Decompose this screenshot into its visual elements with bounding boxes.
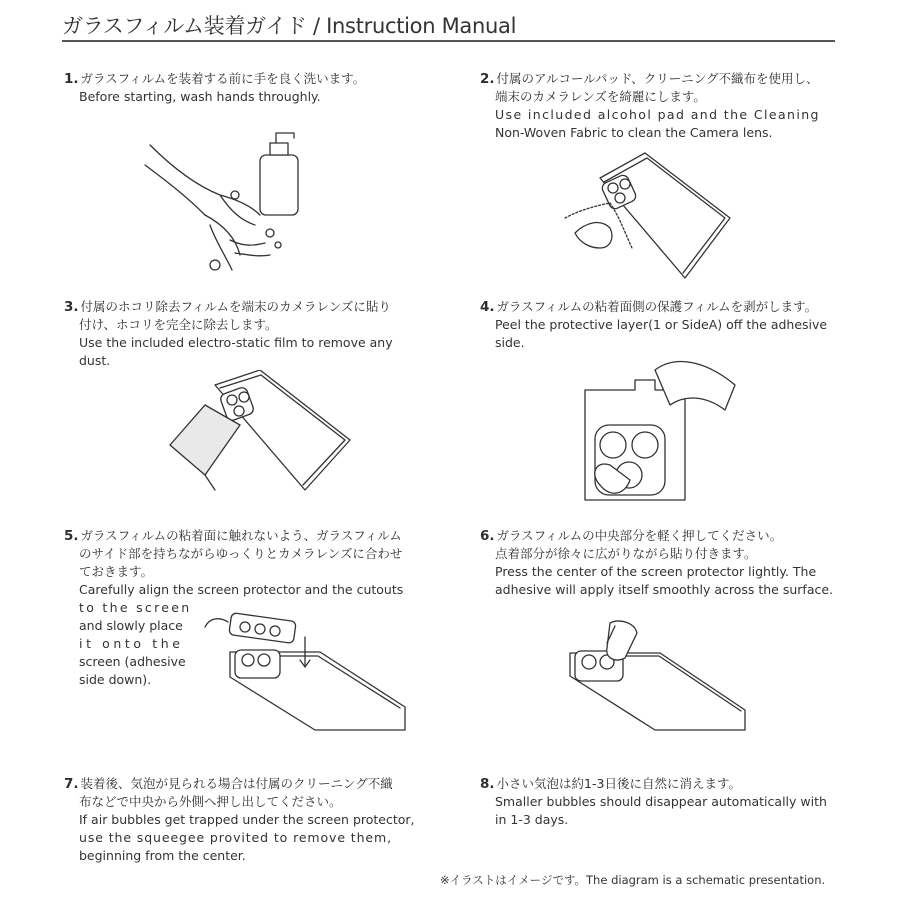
- step-8: [480, 775, 860, 829]
- step-en-text: use the squeegee provited to remove them,: [79, 830, 392, 845]
- step-jp-text: ガラスフィルムの粘着面側の保護フィルムを剥がします。: [496, 299, 818, 314]
- step-jp-text: 付け、ホコリを完全に除去します。: [79, 317, 278, 332]
- step-6: [480, 527, 860, 599]
- step-jp-text: のサイド部を持ちながらゆっくりとカメラレンズに合わせ: [79, 546, 403, 561]
- phone-cleaning-icon: [560, 148, 740, 283]
- step-3: [64, 298, 444, 370]
- step-en-text: in 1-3 days.: [495, 812, 569, 827]
- step-en-text: and slowly place: [79, 618, 183, 633]
- step-en-text: Before starting, wash hands throughly.: [79, 89, 321, 104]
- press-center-icon: [565, 618, 750, 733]
- step-jp-text: ガラスフィルムの粘着面に触れないよう、ガラスフィルム: [80, 528, 402, 543]
- step-number: 1.: [64, 71, 79, 87]
- step-jp-text: 小さい気泡は約1-3日後に自然に消えます。: [496, 776, 741, 791]
- step-jp-text: 装着後、気泡が見られる場合は付属のクリーニング不織: [80, 776, 393, 791]
- page-title: ガラスフィルム装着ガイド / Instruction Manual: [62, 14, 517, 38]
- step-en-text: beginning from the center.: [79, 848, 246, 863]
- step-number: 2.: [480, 71, 495, 87]
- step-jp-text: ガラスフィルムを装着する前に手を良く洗います。: [80, 71, 366, 86]
- step-jp-text: 付属のホコリ除去フィルムを端末のカメラレンズに貼り: [80, 299, 391, 314]
- step-jp-text: ておきます。: [79, 564, 154, 579]
- step-en-text: Non-Woven Fabric to clean the Camera lens.: [495, 125, 773, 140]
- step-en-text: Peel the protective layer(1 or SideA) off the adhesive: [495, 317, 828, 332]
- step-1: [64, 70, 444, 106]
- step-en-text: adhesive will apply itself smoothly across the surface.: [495, 582, 834, 597]
- step-en-text: Carefully align the screen protector and the cutouts: [79, 582, 404, 597]
- step-7: [64, 775, 444, 865]
- step-en-text: screen (adhesive: [79, 654, 186, 669]
- step-number: 7.: [64, 776, 79, 792]
- align-protector-icon: [200, 612, 415, 734]
- step-en-text: Press the center of the screen protector lightly. The: [495, 564, 817, 579]
- step-number: 6.: [480, 528, 495, 544]
- step-jp-text: 布などで中央から外側へ押し出してください。: [79, 794, 342, 809]
- step-jp-text: 端末のカメラレンズを綺麗にします。: [495, 89, 706, 104]
- step-jp-text: 点着部分が徐々に広がりながら貼り付きます。: [495, 546, 757, 561]
- step-en-text: Smaller bubbles should disappear automatically with: [495, 794, 827, 809]
- step-en-text: it onto the: [79, 636, 184, 651]
- step-4: [480, 298, 860, 352]
- dust-removal-icon: [165, 370, 355, 495]
- step-number: 5.: [64, 528, 79, 544]
- step-jp-text: 付属のアルコールパッド、クリーニング不織布を使用し、: [496, 71, 819, 86]
- footer-note: ※イラストはイメージです。The diagram is a schematic presentation.: [440, 873, 826, 887]
- step-en-text: side.: [495, 335, 525, 350]
- step-en-text: If air bubbles get trapped under the screen protector,: [79, 812, 415, 827]
- step-en-text: side down).: [79, 672, 152, 687]
- hands-washing-icon: [140, 125, 340, 275]
- step-en-text: Use included alcohol pad and the Cleaning: [495, 107, 820, 122]
- step-en-text: Use the included electro-static film to remove any: [79, 335, 393, 350]
- peel-film-icon: [575, 350, 750, 510]
- step-number: 4.: [480, 299, 495, 315]
- step-en-text: dust.: [79, 353, 111, 368]
- title-divider: [62, 40, 835, 42]
- step-2: [480, 70, 860, 142]
- step-en-text: to the screen: [79, 600, 192, 615]
- step-number: 3.: [64, 299, 79, 315]
- step-jp-text: ガラスフィルムの中央部分を軽く押してください。: [496, 528, 783, 543]
- step-number: 8.: [480, 776, 495, 792]
